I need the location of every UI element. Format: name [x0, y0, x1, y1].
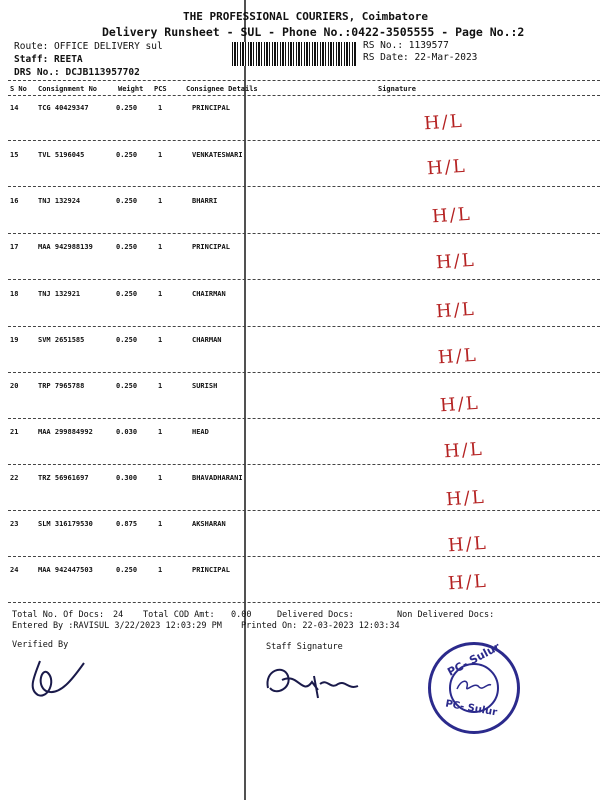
staff-signature	[258, 660, 368, 704]
row-signature: H/L	[447, 532, 489, 557]
row-consignment: TNJ 132921	[38, 290, 81, 298]
row-weight: 0.250	[116, 290, 138, 298]
row-consignment: TRP 7965788	[38, 382, 85, 390]
col-sno: S No	[10, 85, 27, 93]
row-divider	[8, 326, 600, 327]
row-divider	[8, 464, 600, 465]
row-pcs: 1	[158, 151, 163, 159]
rs-number: RS No.: 1139577	[363, 40, 449, 51]
row-consignee: PRINCIPAL	[192, 566, 230, 574]
total-cod-value: 0.00	[231, 610, 252, 620]
col-pcs: PCS	[154, 85, 167, 93]
divider	[8, 80, 600, 81]
row-consignment: SLM 316179530	[38, 520, 93, 528]
row-consignment: TCG 40429347	[38, 104, 89, 112]
row-signature: H/L	[445, 486, 487, 511]
row-signature: H/L	[426, 155, 468, 180]
row-weight: 0.250	[116, 566, 138, 574]
row-weight: 0.250	[116, 151, 138, 159]
delivered-docs-label: Delivered Docs:	[277, 610, 354, 620]
row-consignment: SVM 2651585	[38, 336, 85, 344]
row-weight: 0.250	[116, 104, 138, 112]
row-signature: H/L	[423, 110, 465, 135]
row-consignee: BHARRI	[192, 197, 218, 205]
table-row	[0, 520, 600, 566]
row-pcs: 1	[158, 566, 163, 574]
row-signature: H/L	[435, 249, 477, 274]
row-consignee: HEAD	[192, 428, 209, 436]
row-sno: 21	[10, 428, 19, 436]
row-divider	[8, 372, 600, 373]
row-sno: 23	[10, 520, 19, 528]
row-sno: 16	[10, 197, 19, 205]
row-divider	[8, 418, 600, 419]
row-weight: 0.250	[116, 197, 138, 205]
row-weight: 0.875	[116, 520, 138, 528]
row-sno: 18	[10, 290, 19, 298]
staff-label: Staff: REETA	[14, 54, 83, 65]
row-consignment: TVL 5196045	[38, 151, 85, 159]
row-signature: H/L	[431, 203, 473, 228]
table-row	[0, 382, 600, 428]
row-pcs: 1	[158, 243, 163, 251]
stamp-signature	[453, 675, 493, 695]
row-consignee: PRINCIPAL	[192, 104, 230, 112]
row-consignee: BHAVADHARANI	[192, 474, 243, 482]
row-pcs: 1	[158, 104, 163, 112]
route-label: Route: OFFICE DELIVERY sul	[14, 41, 163, 52]
table-row	[0, 104, 600, 150]
row-signature: H/L	[435, 298, 477, 323]
non-delivered-docs-label: Non Delivered Docs:	[397, 610, 495, 620]
row-signature: H/L	[439, 392, 481, 417]
table-row	[0, 474, 600, 520]
row-divider	[8, 140, 600, 141]
row-consignee: VENKATESWARI	[192, 151, 243, 159]
row-sno: 14	[10, 104, 19, 112]
row-consignment: TRZ 56961697	[38, 474, 89, 482]
divider	[8, 95, 600, 96]
stamp-top-text: PC- Sulur	[445, 640, 503, 679]
row-weight: 0.250	[116, 336, 138, 344]
row-signature: H/L	[443, 438, 485, 463]
row-consignee: PRINCIPAL	[192, 243, 230, 251]
total-cod-label: Total COD Amt:	[143, 610, 215, 620]
row-sno: 24	[10, 566, 19, 574]
runsheet-line: Delivery Runsheet - SUL - Phone No.:0422-3505555 - Page No.:2	[102, 25, 525, 39]
row-divider	[8, 602, 600, 603]
row-signature: H/L	[447, 570, 489, 595]
row-weight: 0.300	[116, 474, 138, 482]
row-divider	[8, 233, 600, 234]
drs-number: DRS No.: DCJB113957702	[14, 67, 140, 78]
row-pcs: 1	[158, 474, 163, 482]
col-consignee: Consignee Details	[186, 85, 258, 93]
table-row	[0, 197, 600, 243]
barcode	[232, 42, 356, 66]
row-pcs: 1	[158, 520, 163, 528]
stamp-bottom-text: PC- Sulur	[444, 698, 498, 719]
col-consignment: Consignment No	[38, 85, 98, 93]
row-pcs: 1	[158, 336, 163, 344]
row-divider	[8, 510, 600, 511]
printed-on: Printed On: 22-03-2023 12:03:34	[241, 621, 400, 631]
row-sno: 19	[10, 336, 19, 344]
row-consignment: MAA 942988139	[38, 243, 93, 251]
table-row	[0, 428, 600, 474]
row-pcs: 1	[158, 290, 163, 298]
office-stamp	[428, 642, 520, 734]
table-row	[0, 290, 600, 336]
row-sno: 17	[10, 243, 19, 251]
rs-date: RS Date: 22-Mar-2023	[363, 52, 478, 63]
row-signature: H/L	[437, 344, 479, 369]
row-weight: 0.250	[116, 243, 138, 251]
row-consignee: AKSHARAN	[192, 520, 226, 528]
row-weight: 0.030	[116, 428, 138, 436]
total-docs-value: 24	[113, 610, 124, 620]
row-divider	[8, 279, 600, 280]
table-row	[0, 243, 600, 289]
staff-signature-label: Staff Signature	[266, 642, 343, 652]
company-title: THE PROFESSIONAL COURIERS, Coimbatore	[183, 10, 429, 23]
row-sno: 22	[10, 474, 19, 482]
row-sno: 15	[10, 151, 19, 159]
table-row	[0, 336, 600, 382]
col-weight: Weight	[118, 85, 144, 93]
total-docs-label: Total No. Of Docs:	[12, 610, 105, 620]
row-consignment: MAA 942447503	[38, 566, 93, 574]
verified-by-label: Verified By	[12, 640, 69, 650]
row-sno: 20	[10, 382, 19, 390]
row-pcs: 1	[158, 382, 163, 390]
verifier-signature	[26, 655, 86, 703]
entered-by: Entered By :RAVISUL 3/22/2023 12:03:29 PM	[12, 621, 222, 631]
row-consignee: CHARMAN	[192, 336, 222, 344]
row-divider	[8, 186, 600, 187]
row-divider	[8, 556, 600, 557]
row-consignment: TNJ 132924	[38, 197, 81, 205]
table-row	[0, 151, 600, 197]
col-signature: Signature	[378, 85, 416, 93]
row-consignee: CHAIRMAN	[192, 290, 226, 298]
row-consignment: MAA 299884992	[38, 428, 93, 436]
row-consignee: SURISH	[192, 382, 218, 390]
table-row	[0, 566, 600, 612]
row-pcs: 1	[158, 428, 163, 436]
row-weight: 0.250	[116, 382, 138, 390]
row-pcs: 1	[158, 197, 163, 205]
